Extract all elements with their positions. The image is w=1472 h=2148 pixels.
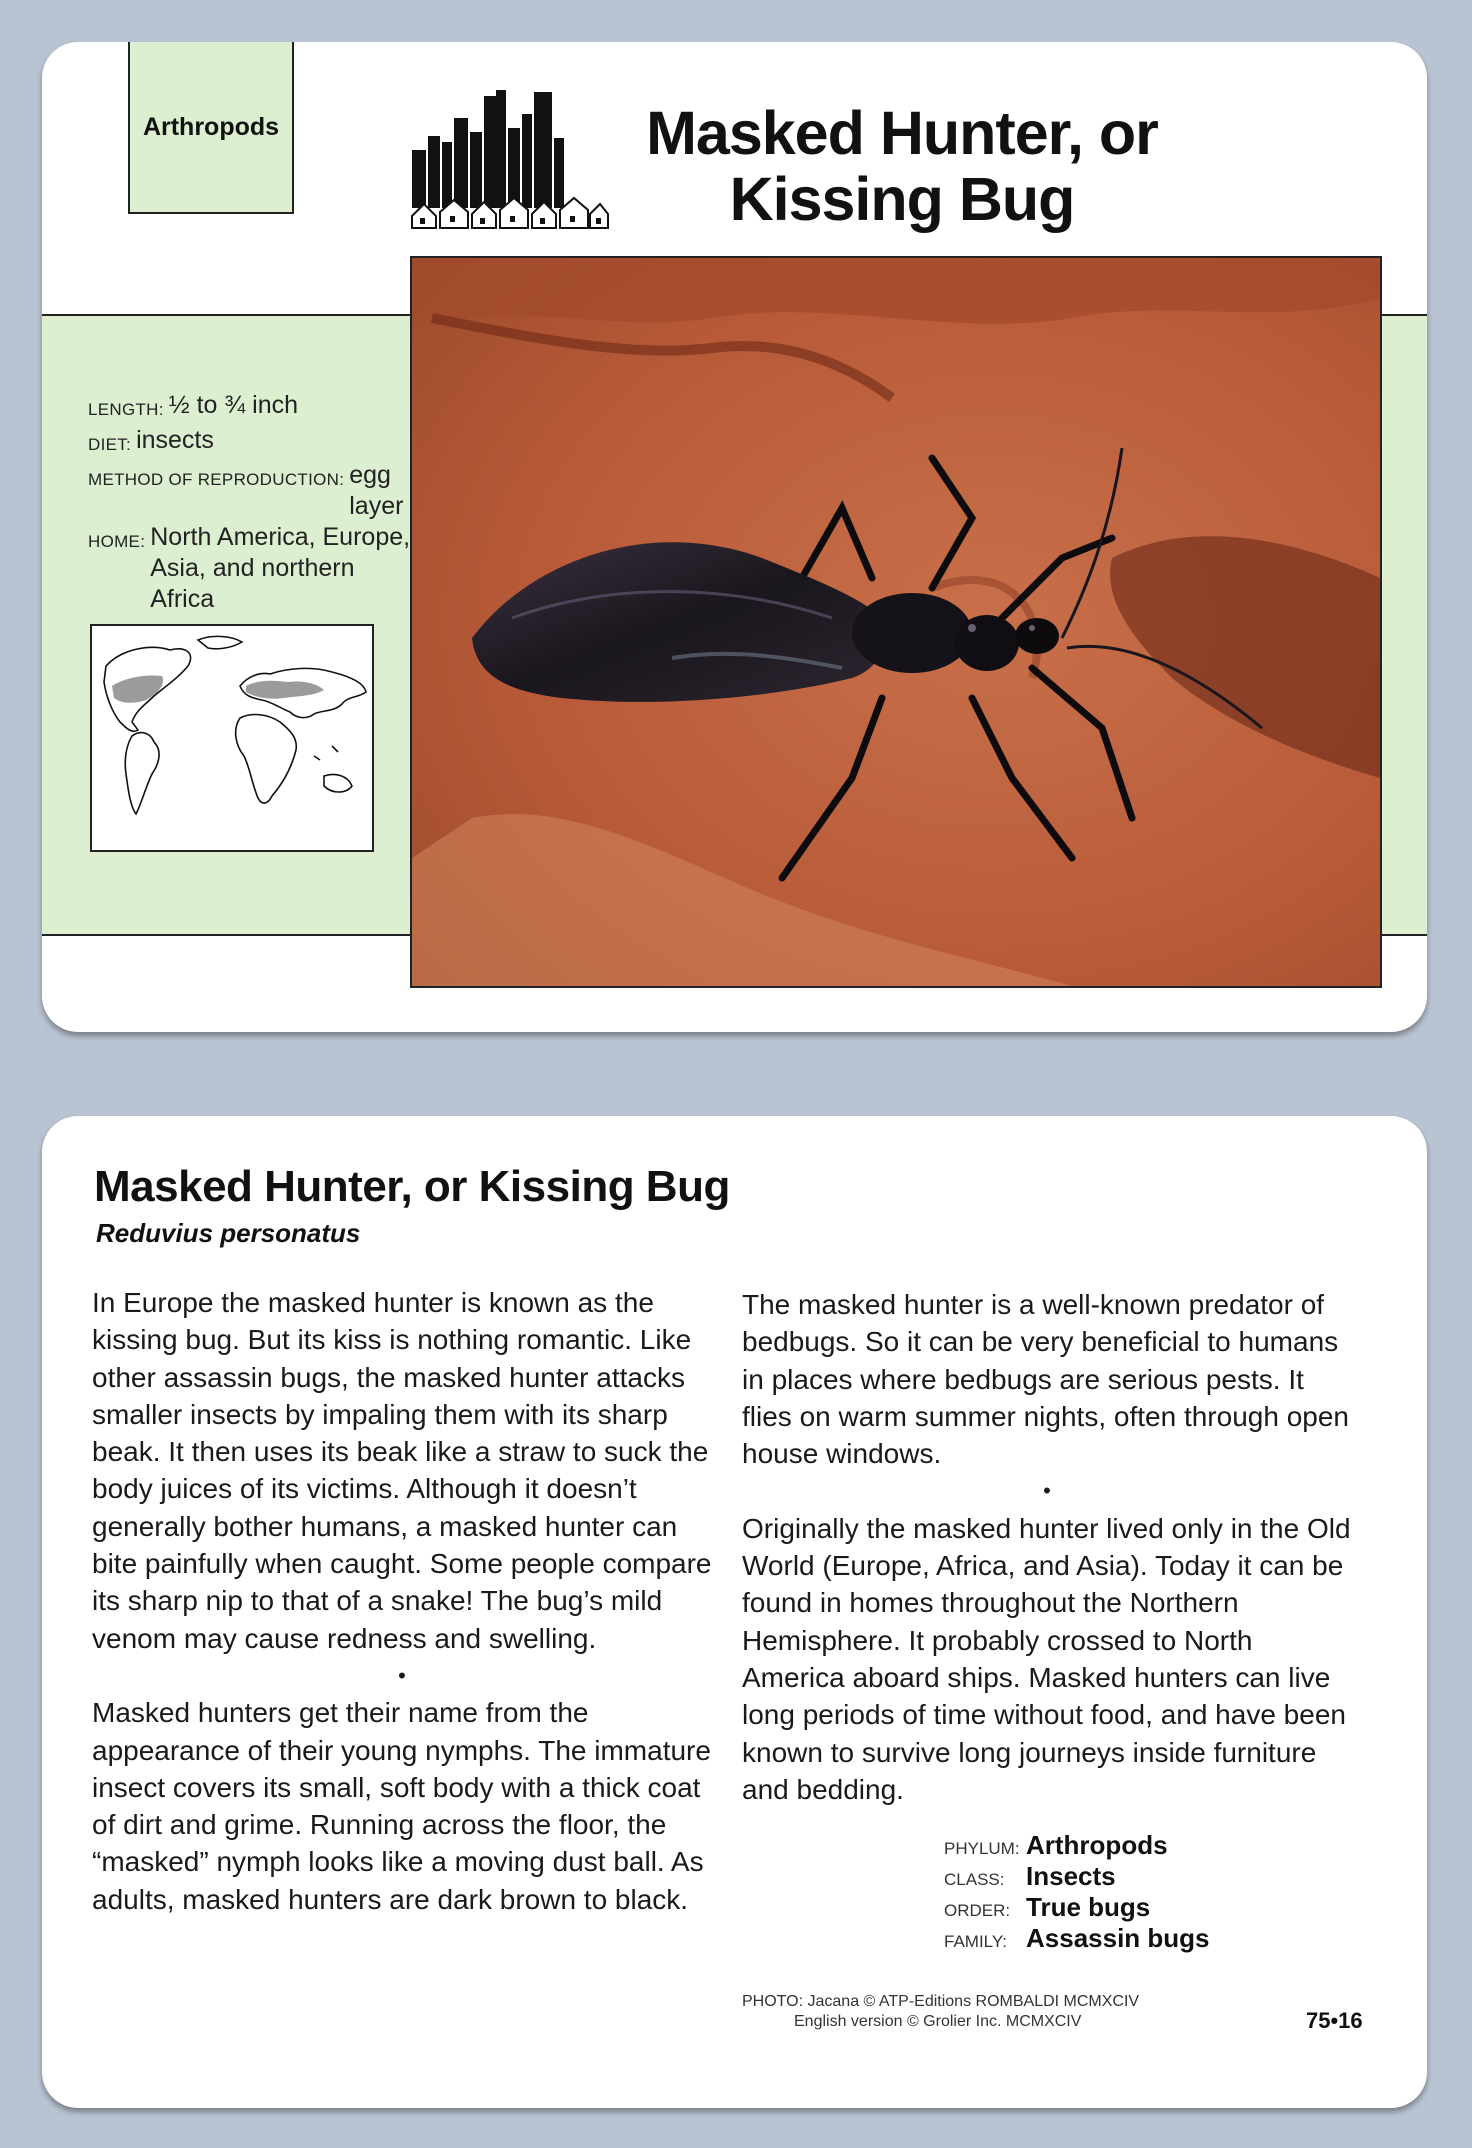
taxonomy-list	[944, 1830, 1210, 1954]
front-title-line2: Kissing Bug	[729, 165, 1075, 233]
back-card	[42, 1116, 1427, 2108]
paragraph: In Europe the masked hunter is known as the kissing bug. But its kiss is nothing romantic. Like other assassin bugs, the masked hunter attacks smaller insects by impaling them with its sharp beak. It then uses its beak like a straw to suck the body juices of its victims. Although it doesn’t generally bother humans, a masked hunter can bite painfully when caught. Some people compare its sharp nip to that of a snake! The bug’s mild venom may cause redness and swelling.	[92, 1287, 712, 1654]
fact-length	[88, 390, 418, 425]
taxonomy-value: True bugs	[1026, 1892, 1151, 1922]
fact-label: HOME:	[88, 532, 146, 551]
scientific-name: Reduvius personatus	[96, 1218, 361, 1248]
paragraph-separator: •	[1043, 1478, 1051, 1504]
taxonomy-value: Assassin bugs	[1026, 1923, 1210, 1953]
category-label: Arthropods	[142, 112, 280, 141]
text-column-right	[742, 1286, 1352, 1808]
fact-home	[88, 522, 418, 615]
taxonomy-label: FAMILY:	[944, 1932, 1007, 1951]
fact-value: North America, Europe, Asia, and northern Africa	[150, 523, 411, 613]
fact-diet	[88, 425, 418, 460]
front-card	[42, 42, 1427, 1032]
paragraph: Originally the masked hunter lived only in the Old World (Europe, Africa, and Asia). Today it can be found in homes throughout the Northern Hemisphere. It probably crossed to North America aboard ships. Masked hunters can live long periods of time without food, and have been known to survive long journeys inside furniture and bedding.	[742, 1512, 1351, 1805]
fact-reproduction	[88, 460, 418, 522]
card-code: 75•16	[1306, 2008, 1363, 2033]
fact-value: ½ to ¾ inch	[168, 391, 299, 419]
taxonomy-label: PHYLUM:	[944, 1839, 1020, 1858]
taxonomy-value: Arthropods	[1026, 1830, 1168, 1860]
paragraph-separator: •	[398, 1662, 406, 1688]
back-title: Masked Hunter, or Kissing Bug	[94, 1162, 730, 1211]
taxonomy-label: ORDER:	[944, 1901, 1011, 1920]
taxonomy-value: Insects	[1026, 1861, 1116, 1891]
english-credit: English version © Grolier Inc. MCMXCIV	[794, 2013, 1082, 2030]
photo-credit	[742, 1992, 1202, 2032]
front-title-line1: Masked Hunter, or	[646, 99, 1158, 167]
taxonomy-phylum	[944, 1830, 1210, 1861]
taxonomy-order	[944, 1892, 1210, 1923]
fact-label: DIET:	[88, 435, 132, 454]
front-title	[642, 100, 1162, 232]
city-skyline-icon	[410, 88, 610, 230]
taxonomy-family	[944, 1923, 1210, 1954]
taxonomy-label: CLASS:	[944, 1870, 1005, 1889]
taxonomy-class	[944, 1861, 1210, 1892]
photo-credit-text: Jacana © ATP-Editions ROMBALDI MCMXCIV	[807, 1993, 1140, 2010]
world-map-icon	[92, 626, 372, 850]
fact-label: LENGTH:	[88, 400, 164, 419]
text-column-left	[92, 1284, 712, 1918]
facts-list	[88, 390, 418, 615]
fact-value: insects	[136, 426, 214, 454]
paragraph: The masked hunter is a well-known predator of bedbugs. So it can be very beneficial to humans in places where bedbugs are serious pests. It flies on warm summer nights, often through open house windows.	[742, 1289, 1349, 1470]
paragraph: Masked hunters get their name from the appearance of their young nymphs. The immature insect covers its small, soft body with a thick coat of dirt and grime. Running across the floor, the “masked” nymph looks like a moving dust ball. As adults, masked hunters are dark brown to black.	[92, 1697, 711, 1915]
masked-hunter-photo	[410, 256, 1382, 988]
fact-label: METHOD OF REPRODUCTION:	[88, 470, 345, 489]
world-range-map	[90, 624, 374, 852]
fact-value: egg layer	[349, 461, 404, 520]
photo-credit-label: PHOTO:	[742, 1993, 804, 2010]
category-box	[128, 42, 294, 214]
